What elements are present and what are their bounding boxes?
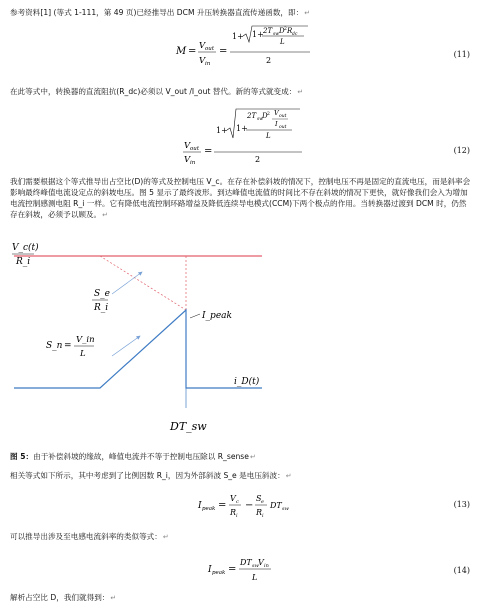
svg-text:dc: dc [292, 32, 298, 37]
svg-text:DT: DT [240, 558, 252, 567]
sn-arrow [112, 336, 140, 356]
label-se-ri: R_i [94, 303, 109, 313]
slope-text: 我们需要根据这个等式推导出占空比(D)的等式及控制电压 V_c。在存在补偿斜坡的情况下，控制电压不再是固定的直流电压，而是斜率会影响最终峰值电流设定点的斜坡电压。图 5 显示了最终波形。到达峰值电流值的时间比不存在斜坡的情况下更快，就好像我们会入为增加电流控制感测电阻 R_i 一样。它有降低电流控制环路增益及降低连续导电模式(CCM)下两个极点的作用。当转换器过渡到 DCM 时，仍然存在斜坡，必须予以顾及。 [10, 177, 471, 219]
svg-text:out: out [190, 146, 200, 152]
svg-text:D: D [262, 112, 268, 120]
label-ipeak: I_peak [202, 311, 232, 321]
svg-text:=: = [204, 146, 213, 157]
duty-cycle-text: 解析占空比 D，我们就得到： [10, 593, 110, 602]
return-mark: ↵ [249, 453, 256, 461]
svg-text:V: V [258, 558, 264, 567]
svg-text:2T: 2T [247, 112, 257, 120]
equation-12-formula [180, 106, 440, 166]
svg-text:L: L [266, 132, 271, 140]
return-mark: ↵ [285, 472, 292, 480]
svg-text:=: = [228, 564, 237, 575]
label-dtsw: DT_sw [170, 420, 207, 433]
svg-text:2: 2 [267, 112, 270, 117]
svg-text:V: V [230, 494, 236, 503]
svg-text:V: V [184, 155, 191, 165]
return-mark: ↵ [102, 211, 108, 219]
svg-text:2: 2 [266, 56, 272, 65]
svg-text:2: 2 [284, 27, 287, 32]
svg-text:=: = [218, 500, 227, 511]
svg-text:1+: 1+ [232, 32, 244, 41]
svg-text:c: c [236, 499, 239, 505]
duty-cycle-paragraph [10, 592, 472, 604]
return-mark: ↵ [110, 594, 117, 602]
svg-text:V: V [199, 56, 206, 66]
svg-text:1+: 1+ [236, 124, 248, 133]
label-ri: R_i [16, 257, 31, 267]
svg-text:i: i [262, 513, 264, 519]
svg-text:i: i [236, 513, 238, 519]
svg-text:M: M [176, 46, 187, 57]
svg-text:out: out [205, 46, 215, 52]
svg-text:peak: peak [212, 570, 226, 576]
label-l: L [80, 349, 86, 359]
equation-number: (12) [453, 146, 470, 155]
svg-text:R: R [230, 508, 237, 517]
svg-text:sw: sw [252, 563, 259, 569]
svg-text:sw: sw [282, 506, 289, 512]
svg-text:R: R [287, 27, 293, 35]
svg-text:in: in [205, 61, 211, 67]
svg-text:S: S [256, 494, 262, 503]
svg-text:=: = [219, 46, 228, 57]
svg-text:I: I [198, 501, 202, 511]
label-sn: S_n [46, 341, 63, 351]
substitution-paragraph [10, 86, 472, 98]
svg-text:2T: 2T [263, 27, 273, 35]
svg-text:peak: peak [202, 506, 216, 512]
svg-text:in: in [264, 563, 269, 569]
equation-number: (14) [453, 566, 470, 575]
svg-text:L: L [280, 38, 285, 46]
svg-text:in: in [190, 160, 196, 166]
svg-text:e: e [261, 499, 264, 505]
substitution-text: 在此等式中，转换器的直流阻抗(R_dc)必须以 V_out /I_out 替代。新的等式就变成： [10, 87, 297, 96]
svg-text:=: = [188, 46, 197, 57]
figure-caption [10, 451, 472, 462]
ipeak-leader [190, 314, 200, 318]
label-se: S_e [94, 289, 110, 299]
inductor-slope-paragraph [10, 531, 472, 543]
svg-text:DT: DT [270, 501, 282, 510]
svg-text:out: out [279, 125, 287, 130]
slope-paragraph [10, 176, 472, 221]
svg-text:V: V [199, 41, 206, 51]
svg-text:R: R [256, 508, 263, 517]
label-vin: V_in [76, 335, 95, 345]
svg-text:=: = [64, 341, 72, 351]
svg-text:D: D [279, 27, 285, 35]
svg-text:L: L [252, 573, 258, 582]
svg-text:sw: sw [273, 32, 280, 37]
svg-text:I: I [208, 565, 212, 575]
svg-text:I: I [275, 120, 278, 128]
svg-text:2: 2 [255, 155, 261, 164]
equation-intro-paragraph [10, 470, 472, 482]
return-mark: ↵ [297, 88, 304, 96]
svg-text:sw: sw [257, 117, 264, 122]
return-mark: ↵ [304, 9, 311, 17]
svg-text:out: out [279, 114, 287, 119]
svg-text:V: V [184, 141, 191, 151]
equation-number: (11) [453, 50, 470, 59]
label-id: i_D(t) [234, 377, 260, 387]
compensation-ramp-dashed [100, 256, 186, 310]
svg-text:1+: 1+ [216, 126, 228, 135]
label-vc: V_c(t) [12, 243, 39, 253]
equation-number: (13) [453, 500, 470, 509]
equation-11-formula [168, 24, 428, 70]
return-mark: ↵ [162, 533, 169, 541]
caption-text: 由于补偿斜坡的缘故，峰值电流并不等于控制电压除以 R_sense [33, 452, 249, 461]
inductor-slope-text: 可以推导出涉及至电感电流斜率的类似等式： [10, 532, 162, 541]
caption-label: 图 5： [10, 452, 34, 461]
equation-14-formula [206, 554, 406, 586]
figure-5-waveform [0, 238, 300, 438]
equation-intro-text: 相关等式如下所示，其中考虑到了比例因数 R_i，因为外部斜波 S_e 是电压斜波： [10, 471, 285, 480]
intro-text: 参考资料[1] (等式 1-111，第 49 页)已经推导出 DCM 升压转换器直流传递函数，即： [10, 8, 304, 17]
svg-text:V: V [274, 109, 279, 117]
equation-13-formula [196, 488, 396, 522]
se-arrow [112, 272, 142, 294]
intro-paragraph [10, 7, 472, 19]
svg-text:1+: 1+ [252, 30, 264, 39]
svg-text:−: − [245, 500, 254, 511]
